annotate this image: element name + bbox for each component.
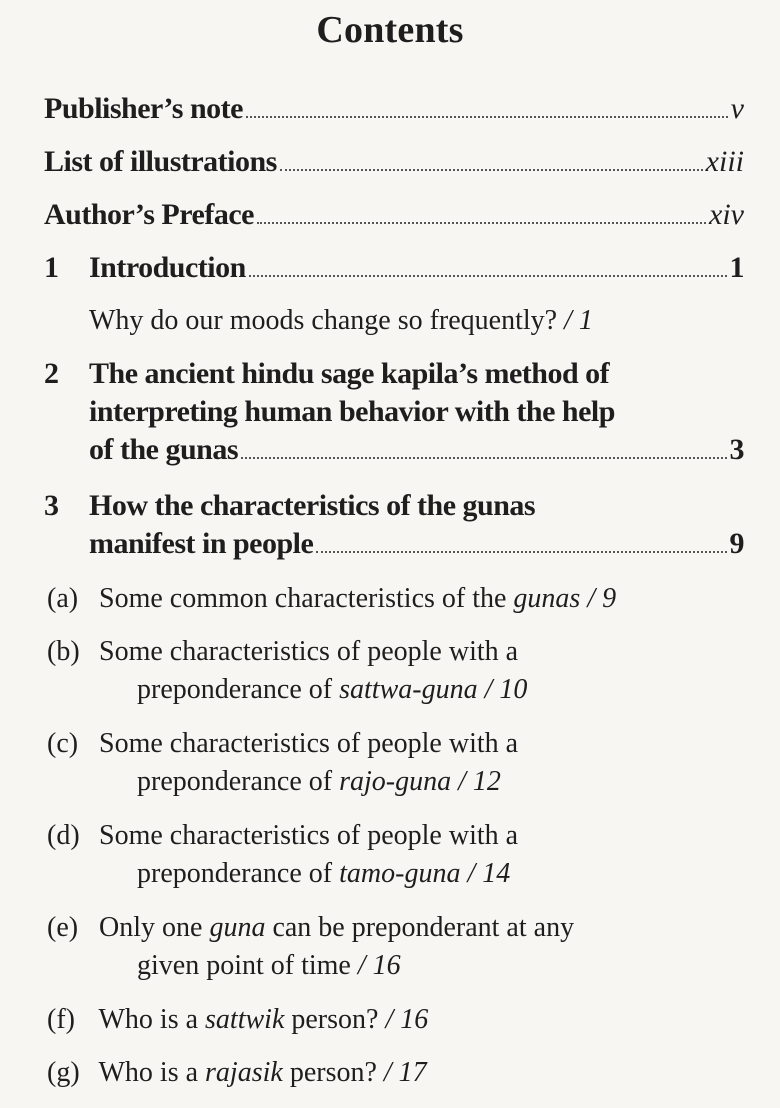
chapter-number: 3 — [44, 489, 59, 522]
subentry-italic-term: gunas — [513, 583, 581, 614]
subentry-page: 12 — [472, 766, 501, 797]
toc-subentry-c[interactable]: (c) Some characteristics of people with a preponderance of rajo-guna / 12 — [47, 728, 519, 797]
subentry-page: 16 — [372, 950, 401, 981]
dot-leader — [249, 274, 727, 277]
subentry-italic-term: sattwik — [205, 1004, 285, 1035]
dot-leader — [246, 115, 728, 118]
subentry-page: 1 — [578, 305, 593, 336]
chapter-title-line: interpreting human behavior with the help — [89, 395, 615, 428]
subentry-italic-term: rajasik — [205, 1057, 283, 1088]
subentry-text: person? — [289, 1057, 377, 1088]
subentry-page: 16 — [400, 1004, 429, 1035]
toc-subentry-e[interactable]: (e) Only one guna can be preponderant at any given point of time / 16 — [47, 912, 575, 981]
entry-page: 1 — [729, 251, 744, 284]
dot-leader — [280, 168, 703, 171]
subentry-italic-term: tamo-guna — [339, 858, 461, 889]
table-of-contents — [44, 90, 744, 1107]
entry-page: xiii — [705, 145, 744, 178]
subentry-italic-term: rajo-guna — [339, 766, 452, 797]
toc-entry-chapter-3[interactable] — [44, 487, 744, 580]
subentry-italic-term: guna — [209, 912, 266, 943]
subentry-page: 10 — [499, 674, 528, 705]
toc-entry-chapter-1[interactable] — [44, 249, 744, 302]
subentry-text: person? — [291, 1004, 379, 1035]
subentry-text: Some characteristics of people with a — [99, 728, 519, 759]
entry-page: v — [730, 92, 744, 125]
toc-subentry-b[interactable]: (b) Some characteristics of people with a preponderance of sattwa-guna / 10 — [47, 636, 528, 705]
subentry-text: preponderance of — [137, 858, 333, 889]
chapter-number: 1 — [44, 251, 59, 284]
subentry-italic-term: sattwa-guna — [339, 674, 478, 705]
subentry-separator: / — [383, 1057, 392, 1088]
toc-subentry-d[interactable]: (d) Some characteristics of people with a preponderance of tamo-guna / 14 — [47, 820, 519, 889]
chapter-title-line: The ancient hindu sage kapila’s method of — [89, 357, 610, 390]
toc-entry-chapter-2[interactable] — [44, 355, 744, 487]
subentry-text: Who is a — [98, 1057, 199, 1088]
dot-leader — [316, 550, 726, 553]
entry-page: 3 — [729, 433, 744, 466]
subentry-separator: / — [458, 766, 466, 797]
toc-entry-list-of-illustrations[interactable] — [44, 143, 744, 196]
subentry-text: Who is a — [98, 1004, 199, 1035]
entry-label: Publisher’s note — [44, 92, 243, 125]
toc-subentry-g[interactable]: (g) Who is a rajasik person? / 17 — [47, 1057, 427, 1088]
subentry-separator: / — [564, 305, 572, 336]
subentry-text: Some characteristics of people with a — [99, 820, 519, 851]
chapter-title-line: of the gunas — [89, 433, 239, 466]
chapter-number: 2 — [44, 357, 59, 390]
chapter-title: Introduction — [89, 251, 246, 284]
toc-entry-authors-preface[interactable] — [44, 196, 744, 249]
chapter-title-line: manifest in people — [89, 527, 314, 560]
subentry-text: preponderance of — [137, 674, 333, 705]
dot-leader — [257, 221, 706, 224]
entry-page: xiv — [709, 198, 744, 231]
subentry-separator: / — [587, 583, 596, 614]
entry-label: List of illustrations — [44, 145, 277, 178]
subentry-text: Some characteristics of people with a — [99, 636, 519, 667]
dot-leader — [241, 456, 726, 459]
subentry-separator: / — [357, 950, 366, 981]
toc-subentry-a[interactable]: (a) Some common characteristics of the gunas / 9 — [47, 583, 617, 614]
subentry-page: 14 — [482, 858, 511, 889]
chapter-title-line: How the characteristics of the gunas — [89, 489, 536, 522]
toc-subentry-f[interactable]: (f) Who is a sattwik person? / 16 — [47, 1004, 429, 1035]
entry-page: 9 — [729, 527, 744, 560]
subentry-text: Only one — [99, 912, 203, 943]
subentry-text: can be preponderant at any — [272, 912, 575, 943]
page-title: Contents — [316, 9, 464, 51]
subentry-text: Some common characteristics of the — [99, 583, 507, 614]
subentry-page: 17 — [398, 1057, 427, 1088]
subentry-separator: / — [484, 674, 493, 705]
subentry-text: given point of time — [137, 950, 351, 981]
toc-entry-publishers-note[interactable] — [44, 90, 744, 143]
entry-label: Author’s Preface — [44, 198, 254, 231]
subentry-separator: / — [385, 1004, 394, 1035]
subentry-separator: / — [467, 858, 476, 889]
subentry-page: 9 — [602, 583, 617, 614]
subentry-text: preponderance of — [137, 766, 333, 797]
subentry-text: Why do our moods change so frequently? — [89, 305, 558, 336]
toc-subentry[interactable] — [44, 302, 744, 355]
